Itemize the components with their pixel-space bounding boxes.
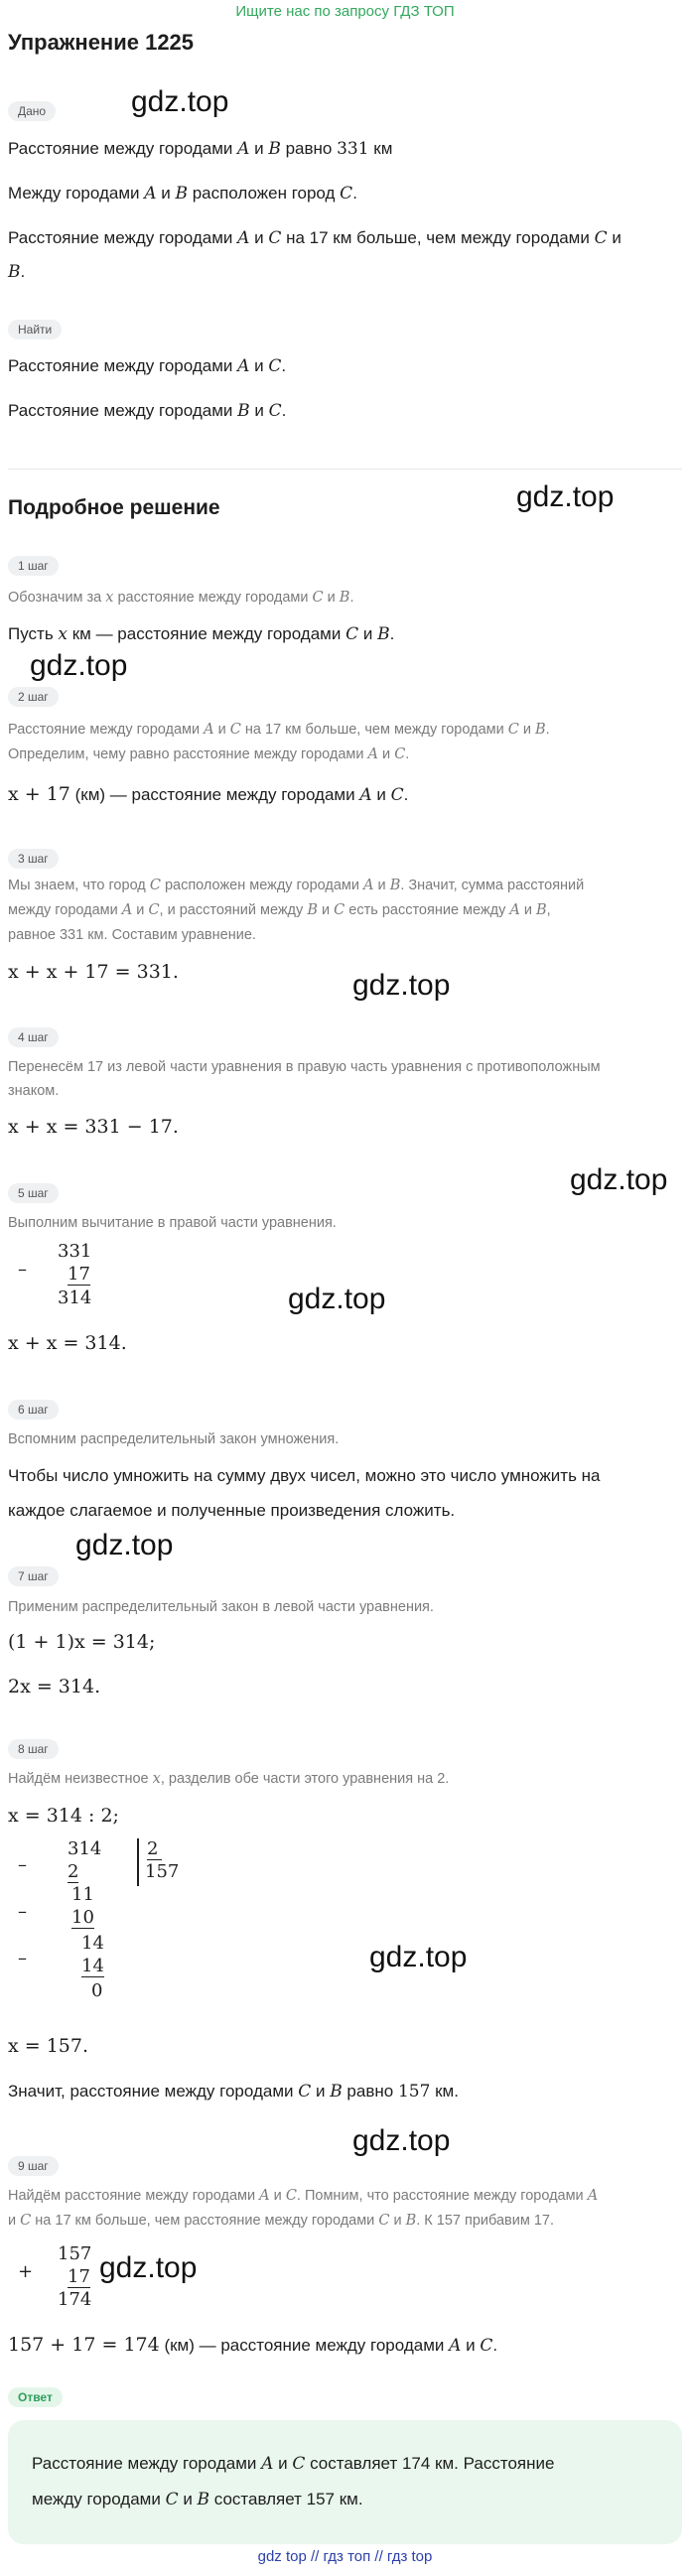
search-banner[interactable]: Ищите нас по запросу ГДЗ ТОП — [235, 3, 455, 20]
watermark: gdz.top — [131, 85, 229, 118]
step3-note-1: Мы знаем, что город C расположен между городами A и B. Значит, сумма расстояний — [8, 878, 585, 893]
given-badge: Дано — [8, 101, 56, 121]
find-badge: Найти — [8, 320, 62, 339]
column-num: 157 — [58, 2243, 92, 2264]
watermark: gdz.top — [570, 1163, 668, 1196]
answer-badge: Ответ — [8, 2387, 63, 2407]
step-badge-7: 7 шаг — [8, 1566, 59, 1586]
step2-line: x + 17 (км) — расстояние между городами A и C. — [8, 783, 409, 805]
column-minus: – — [18, 1259, 27, 1280]
step6-note: Вспомним распределительный закон умножения. — [8, 1431, 340, 1447]
watermark: gdz.top — [288, 1283, 386, 1315]
watermark: gdz.top — [369, 1941, 468, 1973]
step-badge-6: 6 шаг — [8, 1400, 59, 1420]
step6-rule-2: каждое слагаемое и полученные произведения сложить. — [8, 1501, 456, 1520]
step-badge-5: 5 шаг — [8, 1183, 59, 1203]
answer-line-2: между городами C и B составляет 157 км. — [32, 2490, 363, 2509]
step2-note-2: Определим, чему равно расстояние между городами A и C. — [8, 746, 410, 762]
division-num: 11 — [71, 1884, 94, 1905]
step5-note: Выполним вычитание в правой части уравнения. — [8, 1215, 337, 1231]
step2-note-1: Расстояние между городами A и C на 17 км больше, чем между городами C и B. — [8, 722, 550, 738]
division-num: 2 — [68, 1861, 79, 1882]
step-badge-4: 4 шаг — [8, 1027, 59, 1047]
given-line-3b: B. — [8, 262, 26, 282]
step9-note-1: Найдём расстояние между городами A и C. Помним, что расстояние между городами A — [8, 2188, 599, 2204]
step3-note-3: равное 331 км. Составим уравнение. — [8, 927, 256, 943]
division-num: 10 — [71, 1907, 94, 1928]
division-bar — [137, 1838, 139, 1886]
find-line-2: Расстояние между городами B и C. — [8, 401, 287, 421]
column-plus: + — [18, 2261, 34, 2282]
footer-links[interactable]: gdz top // гдз топ // гдз top — [257, 2548, 433, 2565]
column-num: 17 — [68, 2266, 90, 2287]
division-num: 14 — [81, 1956, 104, 1976]
step7-equation-2: 2x = 314. — [8, 1676, 101, 1697]
step8-note: Найдём неизвестное x, разделив обе части этого уравнения на 2. — [8, 1771, 450, 1787]
step8-equation-2: x = 157. — [8, 2035, 89, 2057]
watermark: gdz.top — [99, 2251, 198, 2284]
step9-note-2: и C на 17 км больше, чем расстояние между городами C и B. К 157 прибавим 17. — [8, 2213, 555, 2229]
watermark: gdz.top — [30, 649, 128, 682]
column-num: 331 — [58, 1241, 92, 1262]
page-title: Упражнение 1225 — [8, 30, 195, 55]
step-badge-8: 8 шаг — [8, 1739, 59, 1759]
step-badge-1: 1 шаг — [8, 556, 59, 576]
given-line-2: Между городами A и B расположен город C. — [8, 184, 357, 203]
step8-conclusion: Значит, расстояние между городами C и B равно 157 км. — [8, 2082, 459, 2101]
watermark: gdz.top — [516, 480, 615, 513]
division-num: 14 — [81, 1933, 104, 1954]
watermark: gdz.top — [352, 969, 451, 1002]
division-num: 314 — [68, 1838, 102, 1859]
given-line-1: Расстояние между городами A и B равно 331 км — [8, 139, 393, 159]
solution-title: Подробное решение — [8, 496, 220, 519]
column-num: 17 — [68, 1264, 90, 1285]
watermark: gdz.top — [352, 2124, 451, 2157]
division-minus: – — [18, 1901, 27, 1922]
step-badge-3: 3 шаг — [8, 849, 59, 869]
step6-rule-1: Чтобы число умножить на сумму двух чисел, можно это число умножить на — [8, 1466, 601, 1485]
step4-note-1: Перенесём 17 из левой части уравнения в правую часть уравнения с противоположным — [8, 1059, 601, 1075]
find-line-1: Расстояние между городами A и C. — [8, 356, 287, 376]
given-line-3: Расстояние между городами A и C на 17 км больше, чем между городами C и — [8, 228, 621, 248]
step1-line: Пусть x км — расстояние между городами C и B. — [8, 624, 395, 644]
step7-equation-1: (1 + 1)x = 314; — [8, 1631, 156, 1653]
step7-note: Применим распределительный закон в левой части уравнения. — [8, 1599, 434, 1615]
step4-note-2: знаком. — [8, 1083, 60, 1099]
watermark: gdz.top — [75, 1529, 174, 1561]
step1-note: Обозначим за x расстояние между городами C и B. — [8, 590, 354, 606]
divider — [8, 469, 682, 470]
step9-line: 157 + 17 = 174 (км) — расстояние между городами A и C. — [8, 2334, 498, 2356]
division-quotient: 157 — [145, 1861, 180, 1882]
division-minus: – — [18, 1948, 27, 1968]
step8-equation-1: x = 314 : 2; — [8, 1805, 119, 1827]
answer-box — [8, 2420, 682, 2544]
column-num: 314 — [58, 1288, 92, 1308]
step-badge-9: 9 шаг — [8, 2156, 59, 2176]
step-badge-2: 2 шаг — [8, 687, 59, 707]
division-divisor: 2 — [147, 1838, 162, 1860]
answer-line-1: Расстояние между городами A и C составляет 174 км. Расстояние — [32, 2454, 555, 2474]
step5-equation: x + x = 314. — [8, 1332, 127, 1354]
division-minus: – — [18, 1854, 27, 1875]
division-num: 0 — [91, 1980, 103, 2001]
step3-note-2: между городами A и C, и расстояний между B и C есть расстояние между A и B, — [8, 902, 551, 918]
column-num: 174 — [58, 2289, 92, 2310]
step3-equation: x + x + 17 = 331. — [8, 961, 179, 983]
step4-equation: x + x = 331 − 17. — [8, 1116, 179, 1138]
